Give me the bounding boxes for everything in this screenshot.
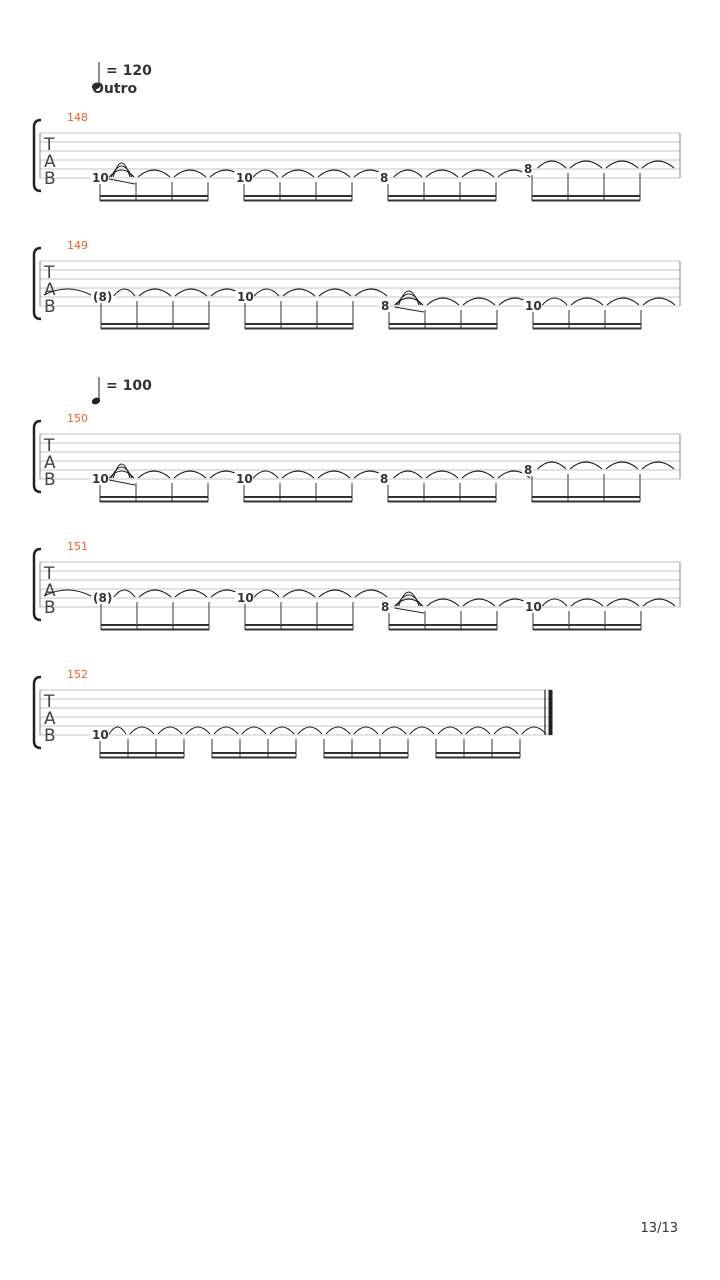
fret-number: 8 — [381, 299, 390, 313]
bar-number: 148 — [67, 111, 88, 124]
tie-arc — [494, 727, 518, 734]
fret-number: 8 — [380, 171, 389, 185]
tempo-marking: = 100 — [106, 378, 152, 394]
tie-arc — [139, 289, 171, 296]
tie-arc — [355, 289, 387, 296]
bar-number: 151 — [67, 540, 88, 553]
tie-arc — [542, 298, 567, 305]
tie-arc — [643, 298, 675, 305]
tie-arc — [326, 727, 350, 734]
tie-arc — [410, 727, 434, 734]
tie-arc — [270, 727, 294, 734]
tab-clef-letter: T — [44, 692, 55, 712]
tie-arc — [463, 298, 495, 305]
tie-arc — [242, 727, 266, 734]
tie-arc — [319, 590, 351, 597]
fret-number: (8) — [93, 290, 113, 304]
tie-arc — [570, 462, 602, 469]
tie-arc — [607, 298, 639, 305]
tie-arc — [283, 289, 315, 296]
tie-arc — [283, 590, 315, 597]
fret-number: 8 — [524, 463, 533, 477]
tab-clef-letter: B — [44, 297, 56, 317]
tempo-marking: = 120 — [106, 63, 152, 79]
tie-arc — [174, 471, 206, 478]
fret-number: 10 — [237, 290, 254, 304]
tie-arc — [130, 727, 154, 734]
tie-arc — [522, 727, 546, 734]
tie-arc — [282, 471, 314, 478]
fret-number: 10 — [236, 472, 253, 486]
tie-arc — [253, 471, 278, 478]
tie-arc — [158, 727, 182, 734]
tab-clef-letter: B — [44, 470, 56, 490]
tie-arc — [462, 471, 494, 478]
tie-arc — [282, 170, 314, 177]
tab-clef-letter: T — [44, 564, 55, 584]
tie-arc — [114, 590, 135, 597]
tie-arc — [114, 289, 135, 296]
fret-number: 10 — [236, 171, 253, 185]
bar-number: 152 — [67, 668, 88, 681]
tie-arc — [438, 727, 462, 734]
tab-clef-letter: T — [44, 436, 55, 456]
tie-arc — [466, 727, 490, 734]
tab-clef-letter: B — [44, 598, 56, 618]
tab-clef-letter: A — [44, 581, 56, 601]
tie-arc — [318, 471, 350, 478]
tie-arc — [394, 170, 422, 177]
tie-arc — [463, 599, 495, 606]
slide-line — [395, 608, 424, 613]
tab-system-148 — [34, 62, 680, 201]
tie-arc — [109, 727, 126, 734]
tie-arc — [298, 727, 322, 734]
tie-arc — [426, 170, 458, 177]
tie-arc — [606, 462, 638, 469]
tie-arc — [427, 298, 459, 305]
slide-line — [109, 179, 135, 184]
tie-arc — [382, 727, 406, 734]
tie-arc — [606, 161, 638, 168]
tab-clef-letter: T — [44, 263, 55, 283]
slide-line — [395, 307, 424, 312]
tie-arc — [462, 170, 494, 177]
tab-clef-letter: T — [44, 135, 55, 155]
fret-number: 10 — [92, 472, 109, 486]
tab-clef-letter: A — [44, 453, 56, 473]
tab-clef-letter: B — [44, 726, 56, 746]
tie-arc — [394, 471, 422, 478]
tab-system-152 — [34, 668, 552, 758]
tie-arc — [186, 727, 210, 734]
fret-number: 8 — [380, 472, 389, 486]
tie-arc — [642, 161, 674, 168]
fret-number: 10 — [525, 299, 542, 313]
quarter-note-icon — [91, 396, 101, 405]
tie-arc — [175, 590, 207, 597]
tie-arc — [175, 289, 207, 296]
tie-arc — [254, 289, 279, 296]
tie-arc — [355, 590, 387, 597]
tie-arc — [318, 170, 350, 177]
tab-clef-letter: A — [44, 280, 56, 300]
section-label: Outro — [92, 81, 138, 97]
tie-arc — [111, 166, 132, 177]
tie-arc — [319, 289, 351, 296]
tie-arc — [426, 471, 458, 478]
fret-number: 10 — [525, 600, 542, 614]
tab-system-151 — [34, 540, 680, 630]
tie-arc — [542, 599, 567, 606]
bar-number: 150 — [67, 412, 88, 425]
tie-arc — [253, 170, 278, 177]
fret-number: 8 — [524, 162, 533, 176]
tie-arc — [538, 161, 566, 168]
bar-number: 149 — [67, 239, 88, 252]
tie-arc — [643, 599, 675, 606]
fret-number: 10 — [92, 171, 109, 185]
fret-number: 10 — [237, 591, 254, 605]
tie-arc — [214, 727, 238, 734]
tie-arc — [254, 590, 279, 597]
tab-system-150 — [34, 377, 680, 502]
tie-arc — [138, 170, 170, 177]
page-number: 13/13 — [640, 1221, 678, 1236]
tab-system-149 — [34, 239, 680, 329]
fret-number: 8 — [381, 600, 390, 614]
tab-clef-letter: B — [44, 169, 56, 189]
tie-arc — [354, 727, 378, 734]
fret-number: (8) — [93, 591, 113, 605]
tie-arc — [174, 170, 206, 177]
fret-number: 10 — [92, 728, 109, 742]
slide-line — [109, 480, 135, 485]
tie-arc — [642, 462, 674, 469]
tie-arc — [571, 599, 603, 606]
tab-clef-letter: A — [44, 152, 56, 172]
tie-arc — [111, 467, 132, 478]
tie-arc — [570, 161, 602, 168]
tie-arc — [138, 471, 170, 478]
tie-arc — [427, 599, 459, 606]
tie-arc — [607, 599, 639, 606]
tab-clef-letter: A — [44, 709, 56, 729]
tie-arc — [571, 298, 603, 305]
tie-arc — [139, 590, 171, 597]
tie-arc — [538, 462, 566, 469]
